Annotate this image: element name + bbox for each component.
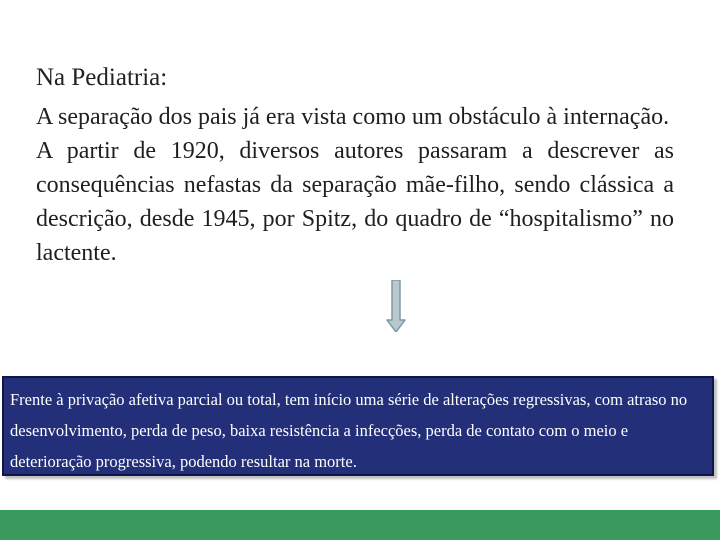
slide-heading: Na Pediatria:	[36, 64, 168, 91]
paragraph-history: A partir de 1920, diversos autores passaram a descrever as consequências nefastas da separação mãe-filho, sendo clássica a descrição, desde 1945, por Spitz, do quadro de “hospitalismo” no lactente.	[36, 138, 674, 266]
down-arrow-icon	[384, 280, 408, 332]
callout-box: Frente à privação afetiva parcial ou total, tem início uma série de alterações regressivas, com atraso no desenvolvimento, perda de peso, baixa resistência a infecções, perda de contato com o meio e deterioração progressiva, podendo resultar na morte.	[2, 376, 714, 476]
paragraph-separation: A separação dos pais já era vista como um obstáculo à internação.	[36, 104, 670, 130]
slide-body	[36, 100, 674, 270]
footer-bar	[0, 510, 720, 540]
